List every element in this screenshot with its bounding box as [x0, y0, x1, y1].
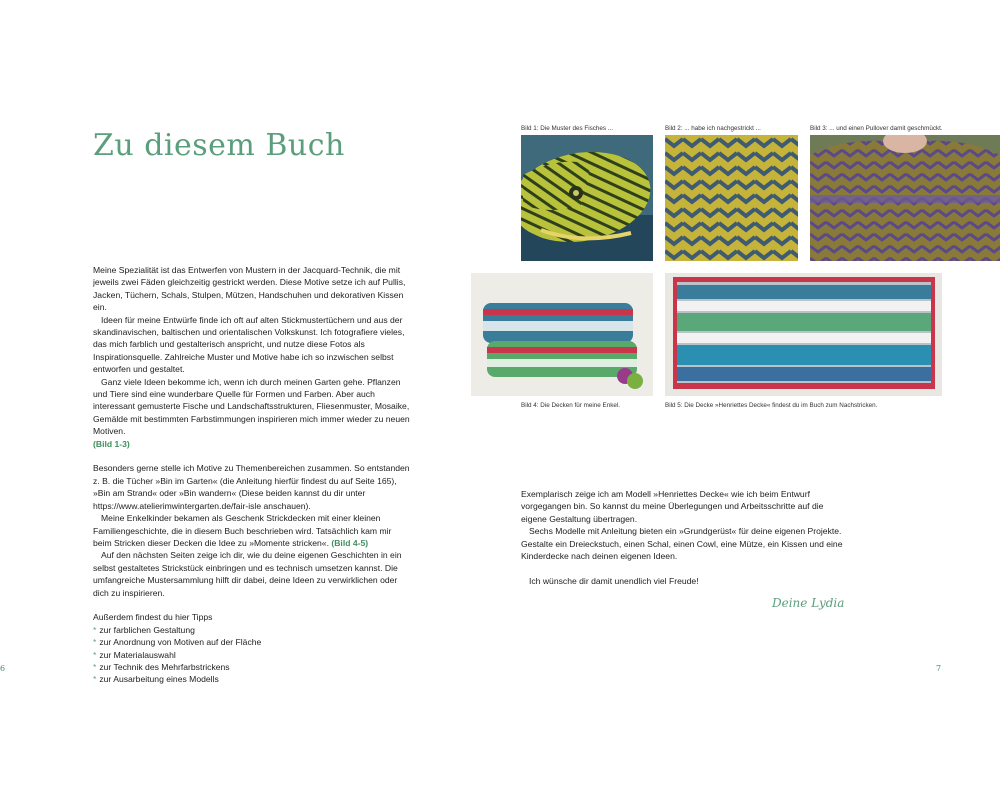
paragraph: Ideen für meine Entwürfe finde ich oft auf alten Stickmustertüchern und aus der skandinavischen, baltischen und orientalischen Volkskunst. Ich fotografiere vieles, das mich farblich und gestalterisch anspricht, und nutze diese Fotos als Inspirationsquelle. Zahlreiche Muster und Motive habe ich so inzwischen selbst entworfen und gestaltet.	[93, 314, 405, 375]
photo-henriettes-decke	[665, 273, 942, 396]
right-body-text	[521, 488, 846, 587]
paragraph	[93, 376, 411, 450]
paragraph: Auf den nächsten Seiten zeige ich dir, wie du deine eigenen Geschichten in ein selbst gestaltetes Strickstück einbringen und es technisch umsetzen kannst. Die umfangreiche Mustersammlung hilft dir dabei, deine Ideen zu verwirklichen oder dich zu inspirieren.	[93, 550, 402, 598]
tips-list	[93, 624, 411, 686]
star-icon: *	[93, 674, 97, 685]
figure-caption: Bild 4: Die Decken für meine Enkel.	[521, 402, 621, 409]
page-title: Zu diesem Buch	[93, 128, 345, 163]
list-item: * zur Technik des Mehrfarbstrickens	[93, 661, 230, 672]
photo-fish	[521, 135, 653, 261]
star-icon: *	[93, 624, 97, 635]
star-icon: *	[93, 637, 97, 648]
paragraph: Besonders gerne stelle ich Motive zu Themenbereichen zusammen. So entstanden z. B. die Tücher »Bin im Garten« (die Anleitung hierfür findest du auf Seite 165), »Bin am Strand« oder »Bin wandern« (Diese beiden kannst du dir unter https://www.atelierimwintergarten.de/fair-isle anschauen).	[93, 463, 410, 511]
figure-caption: Bild 3: ... und einen Pullover damit geschmückt.	[810, 125, 943, 132]
paragraph: Sechs Modelle mit Anleitung bieten ein »Grundgerüst« für deine eigenen Projekte. Gestalte ein Dreieckstuch, einen Schal, einen Cowl, eine Mütze, ein Kissen und eine Kinderdecke nach deinen eigenen Ideen.	[521, 526, 843, 562]
list-item: * zur farblichen Gestaltung	[93, 624, 195, 635]
figure-reference: (Bild 1-3)	[93, 438, 130, 449]
paragraph	[93, 512, 411, 549]
list-item: * zur Ausarbeitung eines Modells	[93, 674, 219, 685]
star-icon: *	[93, 661, 97, 672]
figure-reference: (Bild 4-5)	[331, 537, 369, 548]
left-body-text	[93, 264, 411, 686]
photo-knit-swatch	[665, 135, 798, 261]
list-item: * zur Materialauswahl	[93, 649, 176, 660]
photo-pullover	[810, 135, 1000, 261]
figure-caption: Bild 1: Die Muster des Fisches ...	[521, 125, 614, 132]
paragraph-text: Ganz viele Ideen bekomme ich, wenn ich durch meinen Garten gehe. Pflanzen und Tiere sind eine wunderbare Quelle für Formen und Farben. Aber auch interessant gemusterte Fische und Landschaftsstrukturen, Fliesenmuster, Mosaike, Gemälde mit bestimmten Farbstimmungen inspirieren mich immer wieder zu neuen Motiven.	[93, 376, 410, 437]
star-icon: *	[93, 649, 97, 660]
paragraph: Ich wünsche dir damit unendlich viel Freude!	[529, 575, 699, 586]
figure-caption: Bild 5: Die Decke »Henriettes Decke« findest du im Buch zum Nachstricken.	[665, 402, 878, 409]
paragraph-text: Meine Enkelkinder bekamen als Geschenk Strickdecken mit einer kleinen Familiengeschichte, die in diesem Buch beschrieben wird. Tatsächlich kam mir beim Stricken dieser Decken die Idee zu »Momente stricken«.	[93, 513, 392, 548]
page-number-left: 6	[0, 664, 6, 673]
paragraph: Exemplarisch zeige ich am Modell »Henriettes Decke« wie ich beim Entwurf vorgegangen bin. So kannst du meine Überlegungen und Arbeitsschritte auf die eigene Gestaltung übertragen.	[521, 489, 824, 524]
paragraph: Meine Spezialität ist das Entwerfen von Mustern in der Jacquard-Technik, die mit jeweils zwei Fäden gleichzeitig gestrickt werden. Diese Motive setze ich auf Pullis, Jacken, Tüchern, Schals, Stulpen, Mützen, Handschuhen und dekorativen Kissen ein.	[93, 265, 406, 313]
page-number-right: 7	[936, 664, 942, 673]
photo-blankets	[471, 273, 653, 396]
signature: Deine Lydia	[772, 596, 845, 610]
figure-caption: Bild 2: ... habe ich nachgestrickt ...	[665, 125, 761, 132]
list-item: * zur Anordnung von Motiven auf der Fläche	[93, 637, 262, 648]
tips-intro: Außerdem findest du hier Tipps	[93, 612, 213, 623]
